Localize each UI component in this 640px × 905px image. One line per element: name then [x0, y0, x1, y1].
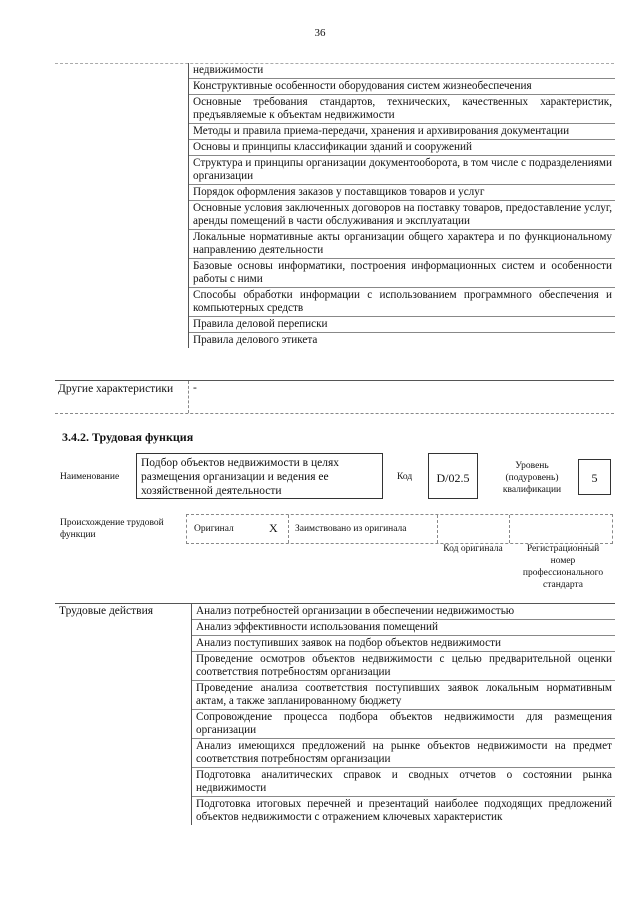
labor-actions-rows	[191, 603, 615, 825]
table-row: Базовые основы информатики, построения информационных систем и особенности работы с ними	[189, 259, 615, 288]
original-label: Оригинал	[194, 524, 234, 534]
other-characteristics-row	[55, 380, 614, 414]
table-row: Основные требования стандартов, технических, качественных характеристик, предъявляемые к объектам недвижимости	[189, 95, 615, 124]
table-row: недвижимости	[189, 63, 615, 79]
name-label: Наименование	[60, 472, 120, 482]
column-divider	[509, 515, 510, 543]
table-row: Анализ имеющихся предложений на рынке объектов недвижимости на предмет соответствия потребностям организации	[192, 739, 615, 768]
table-row: Структура и принципы организации документооборота, в том числе с подразделениями организации	[189, 156, 615, 185]
table-row: Подготовка аналитических справок и сводных отчетов о состоянии рынка недвижимости	[192, 768, 615, 797]
table-top-border	[55, 603, 191, 604]
borrowed-label: Заимствовано из оригинала	[295, 524, 407, 534]
table-row: Способы обработки информации с использованием программного обеспечения и компьютерных средств	[189, 288, 615, 317]
level-value: 5	[591, 471, 598, 485]
table-row: Проведение осмотров объектов недвижимости с целью предварительной оценки соответствия потребностям организации	[192, 652, 615, 681]
function-name: Подбор объектов недвижимости в целях размещения организации и ведения ее хозяйственной деятельности	[141, 457, 339, 497]
origin-label: Происхождение трудовой функции	[60, 518, 164, 540]
column-divider	[437, 515, 438, 543]
table-row: Конструктивные особенности оборудования систем жизнеобеспечения	[189, 79, 615, 95]
section-title: 3.4.2. Трудовая функция	[62, 430, 194, 444]
knowledge-rows	[188, 63, 615, 348]
table-row: Проведение анализа соответствия поступивших заявок локальным нормативным актам, а также запланированному бюджету	[192, 681, 615, 710]
table-row: Порядок оформления заказов у поставщиков товаров и услуг	[189, 185, 615, 201]
original-mark: X	[269, 521, 278, 535]
table-row: Основы и принципы классификации зданий и сооружений	[189, 140, 615, 156]
column-divider	[288, 515, 289, 543]
level-box	[578, 459, 611, 495]
code-original-label: Код оригинала	[443, 544, 503, 554]
code-label: Код	[397, 472, 413, 482]
table-row: Локальные нормативные акты организации общего характера и по функциональному направлению деятельности	[189, 230, 615, 259]
table-row: Правила делового этикета	[193, 334, 318, 346]
column-divider	[188, 381, 189, 413]
labor-actions-label: Трудовые действия	[59, 605, 154, 617]
table-row: Анализ потребностей организации в обеспечении недвижимостью	[192, 604, 615, 620]
reg-number-label: Регистрационный номер профессионального стандарта	[522, 544, 604, 590]
table-row: Методы и правила приема-передачи, хранения и архивирования документации	[189, 124, 615, 140]
function-name-box	[136, 453, 383, 499]
table-row: Основные условия заключенных договоров на поставку товаров, предоставление услуг, аренды помещений в части обслуживания и эксплуатации	[189, 201, 615, 230]
table-row: Сопровождение процесса подбора объектов недвижимости для размещения организации	[192, 710, 615, 739]
function-code: D/02.5	[436, 471, 470, 485]
function-code-box	[428, 453, 478, 499]
origin-row	[186, 514, 613, 544]
other-characteristics-label: Другие характеристики	[58, 383, 174, 395]
page-number: 36	[314, 27, 326, 39]
table-row: Анализ эффективности использования помещений	[192, 620, 615, 636]
table-row: Подготовка итоговых перечней и презентаций наиболее подходящих предложений объектов недвижимости с отражением ключевых характеристик	[196, 798, 612, 823]
table-row: Правила деловой переписки	[189, 317, 615, 333]
other-characteristics-value: -	[193, 382, 197, 394]
table-row: Анализ поступивших заявок на подбор объектов недвижимости	[192, 636, 615, 652]
level-label: Уровень (подуровень) квалификации	[502, 461, 562, 495]
